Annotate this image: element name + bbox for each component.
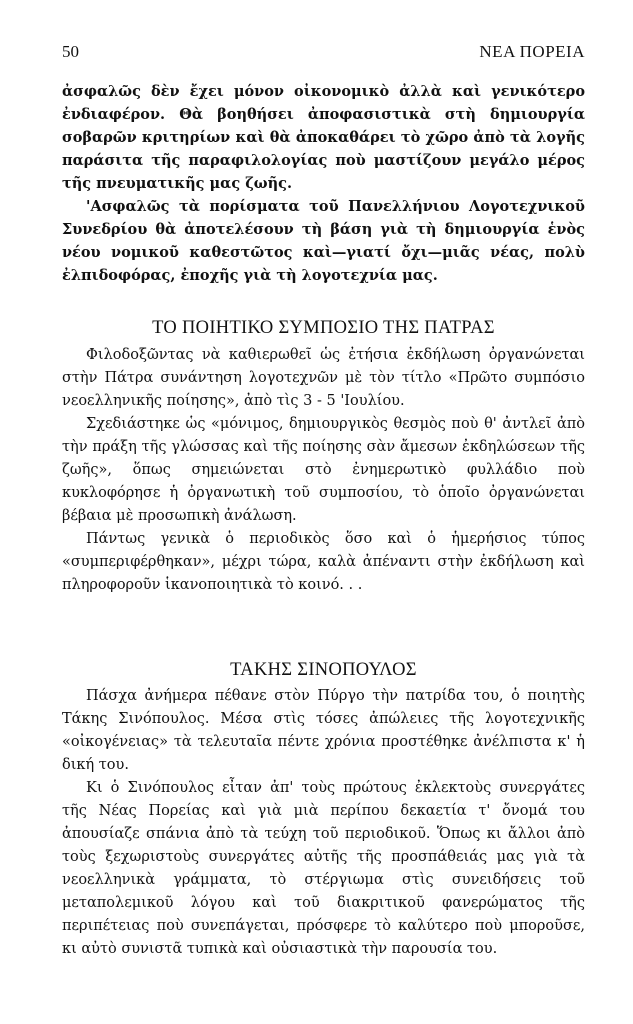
section-symposium-text	[62, 344, 585, 597]
section-heading-symposium: ΤΟ ΠΟΙΗΤΙΚΟ ΣΥΜΠΟΣΙΟ ΤΗΣ ΠΑΤΡΑΣ	[152, 318, 495, 338]
section-heading-sinopoulos: ΤΑΚΗΣ ΣΙΝΟΠΟΥΛΟΣ	[230, 660, 417, 680]
section-paragraph: Φιλοδοξῶντας νὰ καθιερωθεῖ ὡς ἐτήσια ἐκδήλωση ὀργανώνεται στὴν Πάτρα συνάντηση λογοτεχνῶν μὲ τὸν τίτλο «Πρῶτο συμπόσιο νεοελληνικῆς ποίησης», ἀπὸ τὶς 3 - 5 'Ιουλίου.	[62, 347, 585, 409]
section-sinopoulos-text	[62, 685, 585, 961]
section-paragraph: Κι ὁ Σινόπουλος εἶταν ἀπ' τοὺς πρώτους ἐκλεκτοὺς συνεργάτες τῆς Νέας Πορείας καὶ γιὰ μιὰ περίπου δεκαετία τ' ὄνομά του ἀπουσίαζε σπάνια ἀπὸ τὰ τεύχη τοῦ περιοδικοῦ. Ὅπως κι ἄλλοι ἀπὸ τοὺς ξεχωριστοὺς συνεργάτες αὐτῆς τῆς προσπάθειάς μας γιὰ τὰ νεοελληνικὰ γράμματα, τὸ στέργιωμα στὶς συνειδήσεις τοῦ μεταπολεμικοῦ λόγου καὶ τοῦ διακριτικοῦ φανερώματος τῆς περιπέτειας ποὺ συνεπάγεται, πρόσφερε τὸ καλύτερο ποὺ μποροῦσε, κι αὐτὸ συνιστᾶ τυπικὰ καὶ οὐσιαστικὰ τὴν παρουσία του.	[62, 780, 585, 957]
running-head	[62, 42, 585, 66]
journal-name: ΝΕΑ ΠΟΡΕΙΑ	[479, 42, 585, 61]
intro-text	[62, 80, 585, 287]
section-paragraph: Σχεδιάστηκε ὡς «μόνιμος, δημιουργικὸς θεσμὸς ποὺ θ' ἀντλεῖ ἀπὸ τὴν πράξη τῆς γλώσσας καὶ τῆς ποίησης σὰν ἄμεσων ἐκδηλώσεων τῆς ζωῆς», ὅπως σημειώνεται στὸ ἐνημερωτικὸ φυλλάδιο ποὺ κυκλοφόρησε ἡ ὀργανωτικὴ τοῦ συμποσίου, τὸ ὁποῖο ὀργανώνεται βέβαια μὲ προσωπικὴ ἀνάλωση.	[62, 416, 585, 524]
page-number: 50	[62, 42, 79, 61]
intro-paragraph: ἀσφαλῶς δὲν ἔχει μόνον οἰκονομικὸ ἀλλὰ καὶ γενικότερο ἐνδιαφέρον. Θὰ βοηθήσει ἀποφασιστικὰ στὴ δημιουργία σοβαρῶν κριτηρίων καὶ θὰ ἀποκαθάρει τὸ χῶρο ἀπὸ τὰ λογῆς παράσιτα τῆς παραφιλολογίας ποὺ μαστίζουν μεγάλο μέρος τῆς πνευματικῆς μας ζωῆς.	[62, 83, 585, 192]
section-paragraph: Πάντως γενικὰ ὁ περιοδικὸς ὅσο καὶ ὁ ἡμερήσιος τύπος «συμπεριφέρθηκαν», μέχρι τώρα, καλὰ ἀπέναντι στὴν ἐκδήλωση καὶ πληροφοροῦν ἱκανοποιητικὰ τὸ κοινό. . .	[62, 531, 585, 593]
intro-paragraph: 'Ασφαλῶς τὰ πορίσματα τοῦ Πανελλήνιου Λογοτεχνικοῦ Συνεδρίου θὰ ἀποτελέσουν τὴ βάση γιὰ τὴ δημιουργία ἑνὸς νέου νομικοῦ καθεστῶτος καὶ—γιατί ὄχι—μιᾶς νέας, πολὺ ἐλπιδοφόρας, ἐποχῆς γιὰ τὴ λογοτεχνία μας.	[62, 198, 585, 284]
section-paragraph: Πάσχα ἀνήμερα πέθανε στὸν Πύργο τὴν πατρίδα του, ὁ ποιητὴς Τάκης Σινόπουλος. Μέσα στὶς τόσες ἀπώλειες τῆς λογοτεχνικῆς «οἰκογένειας» τὰ τελευταῖα πέντε χρόνια προστέθηκε ἀνέλπιστα κ' ἡ δική του.	[62, 688, 585, 773]
